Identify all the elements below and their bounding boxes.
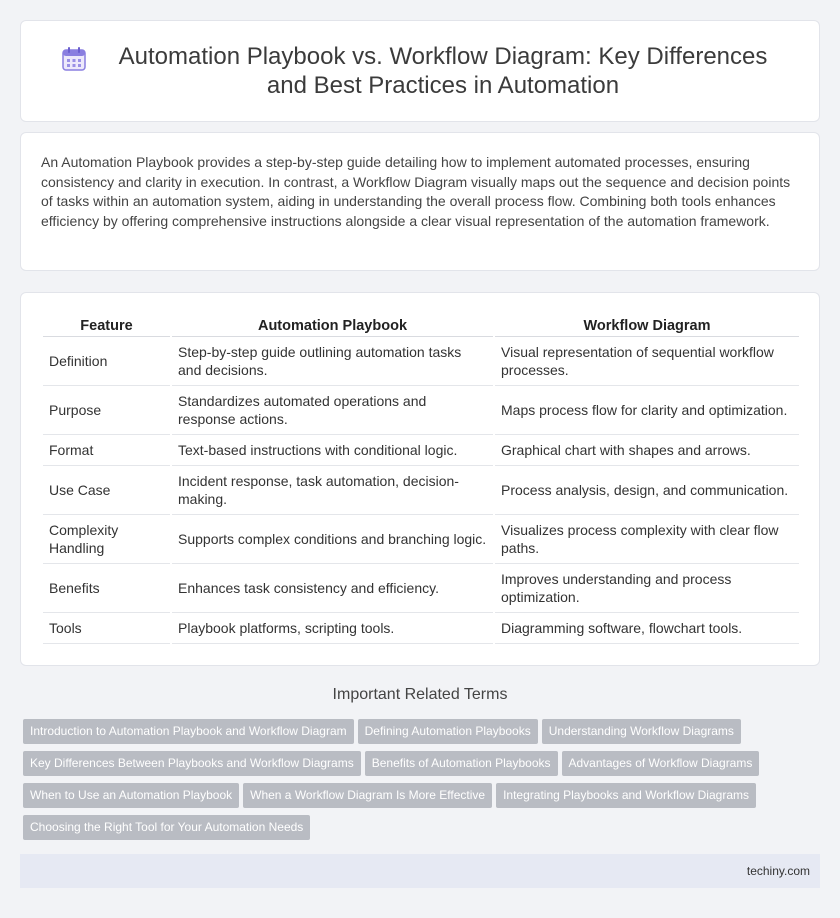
related-term-tag[interactable]: Understanding Workflow Diagrams [542,719,741,744]
workflow-cell: Diagramming software, flowchart tools. [495,613,799,644]
related-term-tag[interactable]: Key Differences Between Playbooks and Workflow Diagrams [23,751,361,776]
table-row [43,515,799,564]
related-terms-title: Important Related Terms [332,686,508,703]
table-row [43,386,799,435]
table-row [43,435,799,466]
playbook-cell: Enhances task consistency and efficiency. [172,564,493,613]
workflow-cell: Improves understanding and process optimization. [495,564,799,613]
related-term-tag[interactable]: When to Use an Automation Playbook [23,783,239,808]
related-term-tag[interactable]: Benefits of Automation Playbooks [365,751,558,776]
playbook-cell: Playbook platforms, scripting tools. [172,613,493,644]
comparison-table-card [20,292,820,666]
table-header-row [43,313,799,337]
feature-cell: Complexity Handling [43,515,170,564]
footer-brand[interactable]: techiny.com [746,864,810,878]
calendar-icon [61,46,87,72]
feature-cell: Benefits [43,564,170,613]
workflow-cell: Maps process flow for clarity and optimization. [495,386,799,435]
related-term-tag[interactable]: Integrating Playbooks and Workflow Diagrams [496,783,756,808]
intro-text: An Automation Playbook provides a step-by-step guide detailing how to implement automated processes, ensuring consistency and clarity in execution. In contrast, a Workflow Diagram visually maps out the sequence and decision points of tasks within an automation system, aiding in understanding the overall process flow. Combining both tools enhances efficiency by offering comprehensive instructions alongside a clear visual representation of the automation framework. [41,154,791,229]
table-row [43,564,799,613]
workflow-cell: Visualizes process complexity with clear flow paths. [495,515,799,564]
table-row [43,466,799,515]
feature-cell: Format [43,435,170,466]
column-header-workflow-diagram: Workflow Diagram [495,313,799,337]
table-row [43,337,799,386]
comparison-table [41,313,801,644]
page-title: Automation Playbook vs. Workflow Diagram: Key Differences and Best Practices in Automation [118,43,768,99]
table-row [43,613,799,644]
playbook-cell: Step-by-step guide outlining automation tasks and decisions. [172,337,493,386]
header-card [20,20,820,122]
playbook-cell: Text-based instructions with conditional logic. [172,435,493,466]
related-terms-tags [23,719,823,847]
related-term-tag[interactable]: Defining Automation Playbooks [358,719,538,744]
related-term-tag[interactable]: When a Workflow Diagram Is More Effective [243,783,492,808]
playbook-cell: Incident response, task automation, decision-making. [172,466,493,515]
intro-card [20,132,820,271]
feature-cell: Use Case [43,466,170,515]
workflow-cell: Graphical chart with shapes and arrows. [495,435,799,466]
playbook-cell: Standardizes automated operations and response actions. [172,386,493,435]
feature-cell: Purpose [43,386,170,435]
related-term-tag[interactable]: Advantages of Workflow Diagrams [562,751,760,776]
related-term-tag[interactable]: Introduction to Automation Playbook and Workflow Diagram [23,719,354,744]
column-header-automation-playbook: Automation Playbook [172,313,493,337]
footer [20,854,820,888]
related-term-tag[interactable]: Choosing the Right Tool for Your Automation Needs [23,815,310,840]
playbook-cell: Supports complex conditions and branching logic. [172,515,493,564]
workflow-cell: Process analysis, design, and communication. [495,466,799,515]
feature-cell: Definition [43,337,170,386]
column-header-feature: Feature [43,313,170,337]
feature-cell: Tools [43,613,170,644]
workflow-cell: Visual representation of sequential workflow processes. [495,337,799,386]
